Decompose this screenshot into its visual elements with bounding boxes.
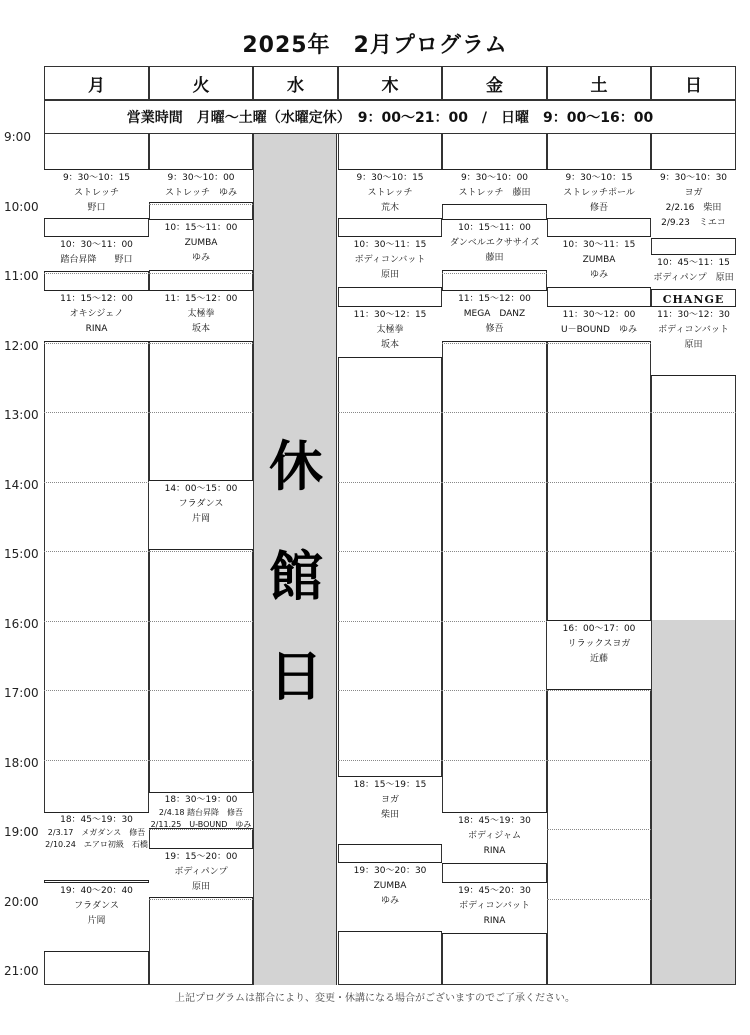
class-block-mon <box>44 812 149 881</box>
page-title: 2025年 2月プログラム <box>242 33 508 58</box>
class-time: 9：30〜10：00 <box>167 173 235 183</box>
class-name: ZUMBA <box>184 238 218 248</box>
hour-line <box>149 273 253 274</box>
class-name: ストレッチ <box>367 188 413 198</box>
class-inst: ゆみ <box>191 253 210 263</box>
hour-line <box>442 343 547 344</box>
class-name: ストレッチ ゆみ <box>165 188 237 198</box>
class-block-thu <box>338 236 442 288</box>
hour-line <box>442 412 547 413</box>
class-inst: 近藤 <box>589 654 608 664</box>
class-name: ボディコンバット <box>354 255 426 265</box>
class-time: 18：15〜19：15 <box>353 780 427 790</box>
class-time: 9：30〜10：15 <box>62 173 131 183</box>
class-name: ヨガ <box>380 795 399 805</box>
class-block-fri <box>442 290 547 342</box>
hour-line <box>442 482 547 483</box>
class-inst: RINA <box>483 916 506 926</box>
day-header-wed: 水 <box>253 66 338 100</box>
class-inst: 原田 <box>380 270 399 280</box>
hour-line <box>547 899 651 900</box>
class-inst: 柴田 <box>380 810 399 820</box>
class-block-sun <box>651 306 736 376</box>
class-name: リラックスヨガ <box>567 639 631 649</box>
class-time: 11：15〜12：00 <box>60 294 133 304</box>
class-block-thu <box>338 306 442 358</box>
time-label: 18:00 <box>4 755 39 770</box>
hour-line <box>44 482 149 483</box>
time-label: 11:00 <box>4 269 39 283</box>
hour-line <box>442 273 547 274</box>
hour-line <box>149 760 253 761</box>
hour-line <box>149 204 253 205</box>
time-label: 12:00 <box>4 338 39 353</box>
closed-char-2: 館 <box>269 544 323 608</box>
class-block-fri <box>442 812 547 864</box>
class-inst: 2/11.25 U-BOUND ゆみ <box>150 820 252 829</box>
hour-line <box>149 621 253 622</box>
closed-char-3: 日 <box>269 644 323 708</box>
class-inst: 片岡 <box>87 916 106 926</box>
hour-line <box>651 412 736 413</box>
class-block-thu <box>338 169 442 219</box>
class-inst: 2/10.24 エアロ初級 石橋 <box>45 840 148 849</box>
class-name: ヨガ <box>684 188 703 198</box>
class-time: 14：00〜15：00 <box>164 484 238 494</box>
class-inst: 2/2.16 柴田 <box>665 203 722 213</box>
class-name: 太極拳 <box>187 309 215 319</box>
class-block-sat <box>547 620 651 690</box>
class-time: 19：45〜20：30 <box>458 886 531 896</box>
hour-line <box>651 482 736 483</box>
class-inst: 荒木 <box>380 203 399 213</box>
class-time: 9：30〜10：30 <box>659 173 728 183</box>
time-label: 20:00 <box>4 894 39 909</box>
hour-line <box>44 760 149 761</box>
class-time: 10：30〜11：00 <box>60 240 133 250</box>
class-name: フラダンス <box>178 499 224 509</box>
class-time: 18：30〜19：00 <box>164 795 238 805</box>
hour-line <box>442 760 547 761</box>
class-block-mon <box>44 169 149 219</box>
class-time: 9：30〜10：15 <box>565 173 633 183</box>
class-name: ストレッチ <box>74 188 119 198</box>
hour-line <box>442 551 547 552</box>
class-name: フラダンス <box>74 901 119 911</box>
class-time: 9：30〜10：00 <box>460 173 529 183</box>
class-time: 10：15〜11：00 <box>164 223 238 233</box>
class-name: ボディコンバット <box>459 901 530 911</box>
class-time: 19：15〜20：00 <box>164 852 238 862</box>
class-name: オキシジェノ <box>69 309 124 319</box>
class-inst: 修吾 <box>589 203 608 213</box>
class-block-tue <box>149 219 253 271</box>
hour-line <box>547 829 651 830</box>
class-block-sat <box>547 236 651 288</box>
class-name: 2/3.17 メガダンス 修吾 <box>47 828 146 837</box>
time-label: 19:00 <box>4 825 39 839</box>
time-label: 21:00 <box>4 964 39 978</box>
hour-line <box>547 760 651 761</box>
class-name: ZUMBA <box>582 255 616 265</box>
class-time: 19：30〜20：30 <box>353 866 427 876</box>
class-time: 18：45〜19：30 <box>458 816 531 826</box>
class-inst2: 2/9.23 ミエコ <box>661 218 726 228</box>
hour-line <box>338 690 442 691</box>
class-block-thu <box>338 776 442 845</box>
schedule-change-label: CHANGE <box>662 293 725 306</box>
class-time: 16：00〜17：00 <box>562 624 636 634</box>
hour-line <box>547 412 651 413</box>
day-header-thu: 木 <box>338 66 442 100</box>
hour-line <box>149 412 253 413</box>
class-block-tue <box>149 792 253 829</box>
class-name: U－BOUND ゆみ <box>561 325 637 335</box>
class-block-fri <box>442 219 547 271</box>
time-label: 9:00 <box>4 130 31 144</box>
class-block-tue <box>149 290 253 342</box>
class-block-fri <box>442 169 547 205</box>
business-hours-notice: 営業時間 月曜〜土曜（水曜定休） 9：00〜21：00 / 日曜 9：00〜16：00 <box>44 100 736 134</box>
time-label: 13:00 <box>4 408 39 422</box>
class-name: 太極拳 <box>376 325 404 335</box>
class-name: ストレッチポール <box>563 188 635 198</box>
class-time: 9：30〜10：15 <box>356 173 424 183</box>
class-time: 11：15〜12：00 <box>164 294 238 304</box>
class-inst: 原田 <box>684 340 703 350</box>
class-time: 11：30〜12：15 <box>353 310 427 320</box>
class-name: MEGA DANZ <box>463 309 526 319</box>
day-header-sat: 土 <box>547 66 651 100</box>
class-inst: 片岡 <box>191 514 210 524</box>
class-name: ボディパンプ 原田 <box>653 273 734 283</box>
class-block-tue <box>149 480 253 550</box>
class-block-sat <box>547 306 651 342</box>
class-inst: 野口 <box>87 203 106 213</box>
class-block-tue <box>149 169 253 203</box>
hour-line <box>547 551 651 552</box>
class-inst: ゆみ <box>380 896 399 906</box>
class-name: ストレッチ 藤田 <box>458 188 531 198</box>
time-label: 16:00 <box>4 616 39 631</box>
class-inst: RINA <box>85 324 108 334</box>
class-block-mon <box>44 236 149 272</box>
class-inst: 修吾 <box>485 324 504 334</box>
hour-line <box>44 412 149 413</box>
time-label: 17:00 <box>4 686 39 700</box>
class-block-thu <box>338 862 442 932</box>
hour-line <box>338 412 442 413</box>
class-time: 11：30〜12：00 <box>562 310 636 320</box>
class-inst: 原田 <box>191 882 210 892</box>
class-name: ボディパンプ <box>174 867 228 877</box>
class-time: 10：45〜11：15 <box>657 258 730 268</box>
class-time: 11：30〜12：30 <box>657 310 730 320</box>
day-header-sun: 日 <box>651 66 736 100</box>
hour-line <box>149 551 253 552</box>
class-time: 19：40〜20：40 <box>60 886 133 896</box>
class-time: 10：30〜11：15 <box>353 240 427 250</box>
class-inst: RINA <box>483 846 506 856</box>
class-block-fri <box>442 882 547 934</box>
hour-line <box>442 621 547 622</box>
class-name: ボディコンバット <box>658 325 729 335</box>
hour-line <box>442 690 547 691</box>
hour-line <box>547 343 651 344</box>
hour-line <box>149 899 253 900</box>
class-name: ZUMBA <box>373 881 407 891</box>
hour-line <box>547 690 651 691</box>
class-block-tue <box>149 848 253 898</box>
class-inst: ゆみ <box>589 270 608 280</box>
hour-line <box>338 621 442 622</box>
hour-line <box>547 482 651 483</box>
class-time: 11：15〜12：00 <box>458 294 531 304</box>
class-inst: 坂本 <box>380 340 399 350</box>
class-block-sun <box>651 169 736 239</box>
footer-note: 上記プログラムは都合により、変更・休講になる場合がございますのでご了承ください。 <box>175 993 575 1004</box>
class-block-sun <box>651 254 736 290</box>
hour-line <box>44 621 149 622</box>
class-name: 2/4.18 踏台昇降 修吾 <box>158 808 244 817</box>
class-time: 18：45〜19：30 <box>60 815 133 825</box>
class-time: 10：30〜11：15 <box>562 240 636 250</box>
hour-line <box>338 760 442 761</box>
class-inst: 藤田 <box>485 253 504 263</box>
class-name: ダンベルエクササイズ <box>449 238 540 248</box>
closed-day-wednesday <box>253 134 337 985</box>
hour-line <box>149 829 253 830</box>
class-block-mon <box>44 882 149 952</box>
class-time: 10：15〜11：00 <box>458 223 531 233</box>
sunday-closed-area <box>651 620 736 985</box>
hour-line <box>149 690 253 691</box>
closed-char-1: 休 <box>269 434 323 498</box>
hour-line <box>44 273 149 274</box>
time-label: 14:00 <box>4 477 39 492</box>
hour-line <box>338 482 442 483</box>
time-label: 10:00 <box>4 199 39 214</box>
class-name: ボディジャム <box>467 831 522 841</box>
hour-line <box>149 343 253 344</box>
class-name: 踏台昇降 野口 <box>60 255 133 265</box>
day-header-fri: 金 <box>442 66 547 100</box>
class-inst: 坂本 <box>191 324 210 334</box>
class-block-mon <box>44 290 149 342</box>
day-header-tue: 火 <box>149 66 253 100</box>
hour-line <box>44 343 149 344</box>
hour-line <box>44 551 149 552</box>
time-label: 15:00 <box>4 547 39 561</box>
hour-line <box>338 551 442 552</box>
hour-line <box>651 551 736 552</box>
hour-line <box>44 690 149 691</box>
day-header-mon: 月 <box>44 66 149 100</box>
class-block-sat <box>547 169 651 219</box>
